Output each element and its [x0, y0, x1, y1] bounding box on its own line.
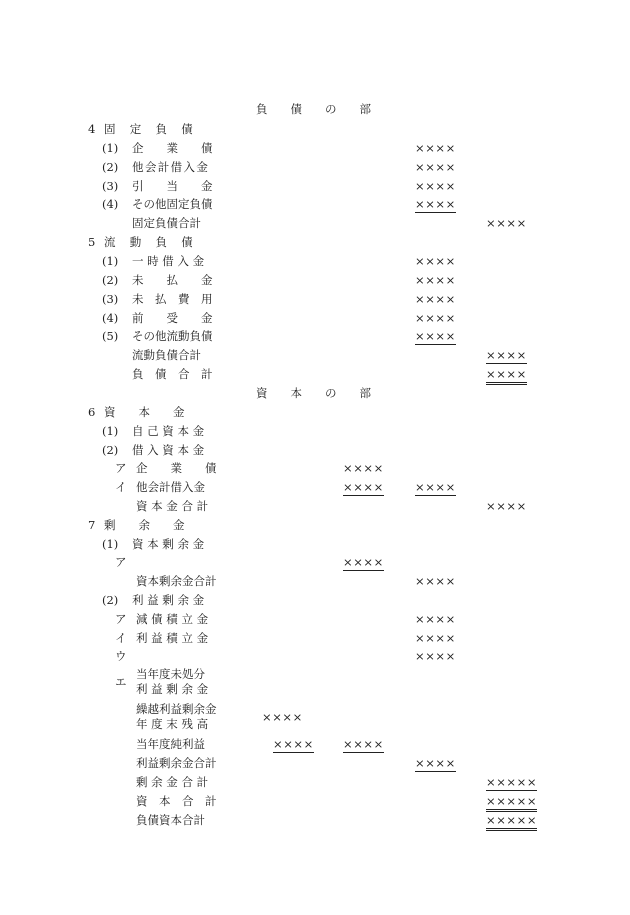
capital-surplus-sub-amount: ×××× [343, 555, 384, 569]
earned-surplus-sub-amount: ×××× [415, 612, 456, 626]
current-item-number: (3) [102, 292, 119, 306]
capital-section-title: 資 本 の 部 [256, 386, 371, 400]
fixed-item-amount: ×××× [415, 160, 456, 174]
capital-sub-mark: イ [115, 480, 127, 494]
current-item-label: 前 受 金 [132, 311, 213, 325]
capital-sub-amount: ×××× [343, 461, 384, 475]
liabilities-section-title: 負 債 の 部 [256, 102, 371, 116]
current-item-amount: ×××× [415, 273, 456, 287]
liabilities-capital-total-amount: ××××× [486, 815, 537, 831]
unappropriated-surplus-label: 当年度未処分 [136, 667, 205, 681]
net-income-label: 当年度純利益 [136, 737, 205, 751]
earned-surplus-sub-label: 減 債 積 立 金 [136, 612, 209, 626]
current-item-amount: ×××× [415, 311, 456, 325]
fixed-item-label: 引 当 金 [132, 179, 213, 193]
fixed-liabilities-total-label: 固定負債合計 [132, 216, 201, 230]
capital-sub-label: 他会計借入金 [136, 480, 205, 494]
current-item-amount: ×××× [415, 329, 456, 343]
carried-surplus-label: 繰越利益剰余金 [136, 702, 217, 716]
fixed-item-amount: ×××× [415, 141, 456, 155]
liabilities-grand-total-amount: ×××× [486, 369, 527, 385]
surplus-number: 7 [88, 518, 96, 532]
earned-surplus-sub-mark: エ [115, 675, 127, 689]
earned-surplus-sub-mark: イ [115, 631, 127, 645]
fixed-liabilities-number: 4 [88, 122, 96, 136]
current-liabilities-total-amount: ×××× [486, 348, 527, 362]
capital-surplus-total-label: 資本剰余金合計 [136, 574, 217, 588]
capital-sub-label: 企 業 債 [136, 461, 217, 475]
capital-surplus-sub-mark: ア [115, 555, 127, 569]
capital-total-label: 資 本 金 合 計 [136, 499, 209, 513]
carried-surplus-label: 年 度 末 残 高 [136, 717, 209, 731]
liabilities-grand-total-label: 負 債 合 計 [132, 367, 213, 381]
capital-surplus-total-amount: ×××× [415, 574, 456, 588]
earned-surplus-sub-mark: ウ [115, 649, 127, 663]
fixed-item-label: 他会計借入金 [132, 160, 210, 174]
capital-grand-total-amount: ××××× [486, 796, 537, 812]
current-item-label: 一 時 借 入 金 [132, 254, 205, 268]
surplus-total-amount: ××××× [486, 775, 538, 789]
earned-surplus-sub-label: 利 益 積 立 金 [136, 631, 209, 645]
earned-surplus-total-amount: ×××× [415, 756, 456, 770]
earned-surplus-label: 利 益 剰 余 金 [132, 593, 205, 607]
capital-sub-mark: ア [115, 461, 127, 475]
earned-surplus-sub-amount: ×××× [415, 649, 456, 663]
current-item-number: (4) [102, 311, 119, 325]
capital-surplus-label: 資 本 剰 余 金 [132, 537, 205, 551]
liabilities-capital-total-label: 負債資本合計 [136, 813, 205, 827]
unappropriated-surplus-label: 利 益 剰 余 金 [136, 682, 209, 696]
carried-surplus-amount: ×××× [262, 710, 303, 724]
unappropriated-surplus-amount: ×××× [343, 737, 384, 751]
capital-item-label: 自 己 資 本 金 [132, 424, 205, 438]
fixed-item-number: (4) [102, 197, 119, 211]
fixed-item-number: (3) [102, 179, 119, 193]
capital-sub-amount: ×××× [343, 480, 384, 494]
earned-surplus-sub-mark: ア [115, 612, 127, 626]
current-item-label: その他流動負債 [132, 329, 213, 343]
current-item-amount: ×××× [415, 292, 456, 306]
current-item-number: (2) [102, 273, 119, 287]
fixed-item-number: (1) [102, 141, 119, 155]
current-item-amount: ×××× [415, 254, 456, 268]
earned-surplus-total-label: 利益剰余金合計 [136, 756, 217, 770]
earned-surplus-sub-amount: ×××× [415, 631, 456, 645]
surplus-heading: 剰 余 金 [104, 518, 185, 532]
borrowed-capital-amount: ×××× [415, 480, 456, 494]
capital-heading: 資 本 金 [104, 405, 185, 419]
current-liabilities-heading: 流 動 負 債 [104, 235, 195, 249]
current-item-label: 未 払 金 [132, 273, 213, 287]
earned-surplus-number: (2) [102, 593, 119, 607]
capital-item-number: (1) [102, 424, 119, 438]
fixed-item-amount: ×××× [415, 179, 456, 193]
capital-grand-total-label: 資 本 合 計 [136, 794, 217, 808]
fixed-item-amount: ×××× [415, 197, 456, 211]
current-item-number: (5) [102, 329, 119, 343]
capital-total-amount: ×××× [486, 499, 527, 513]
surplus-total-label: 剰 余 金 合 計 [136, 775, 209, 789]
net-income-amount: ×××× [273, 737, 314, 751]
capital-surplus-number: (1) [102, 537, 119, 551]
current-liabilities-total-label: 流動負債合計 [132, 348, 201, 362]
current-item-label: 未 払 費 用 [132, 292, 213, 306]
fixed-item-label: 企 業 債 [132, 141, 213, 155]
capital-number: 6 [88, 405, 96, 419]
capital-item-number: (2) [102, 443, 119, 457]
capital-item-label: 借 入 資 本 金 [132, 443, 205, 457]
fixed-item-label: その他固定負債 [132, 197, 213, 211]
fixed-liabilities-heading: 固 定 負 債 [104, 122, 195, 136]
fixed-liabilities-total-amount: ×××× [486, 216, 527, 230]
current-item-number: (1) [102, 254, 119, 268]
fixed-item-number: (2) [102, 160, 119, 174]
current-liabilities-number: 5 [88, 235, 96, 249]
